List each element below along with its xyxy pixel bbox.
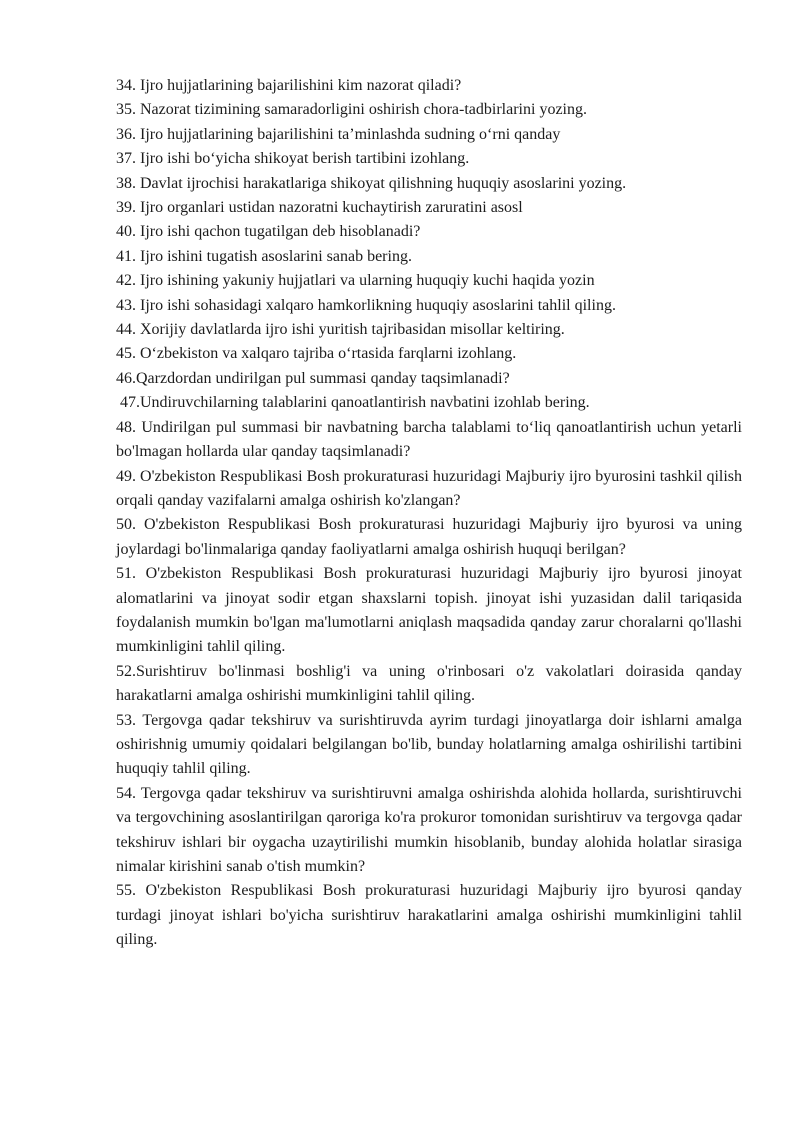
question-42: 42. Ijro ishining yakuniy hujjatlari va ularning huquqiy kuchi haqida yozin — [116, 272, 595, 290]
question-55: 55. O'zbekiston Respublikasi Bosh prokuraturasi huzuridagi Majburiy ijro byurosi qanday turdagi jinoyat ishlari bo'yicha surishtiruv harakatlarini amalga oshirishi mumkinligini tahlil qiling. — [116, 882, 742, 949]
question-36: 36. Ijro hujjatlarining bajarilishini taʼminlashda sudning oʻrni qanday — [116, 125, 561, 143]
question-38: 38. Davlat ijrochisi harakatlariga shikoyat qilishning huquqiy asoslarini yozing. — [116, 174, 627, 192]
question-47: 47.Undiruvchilarning talablarini qanoatlantirish navbatini izohlab bering. — [120, 394, 590, 412]
question-35: 35. Nazorat tizimining samaradorligini oshirish chora-tadbirlarini yozing. — [116, 101, 587, 119]
question-44: 44. Xorijiy davlatlarda ijro ishi yuritish tajribasidan misollar keltiring. — [116, 321, 565, 339]
question-54: 54. Tergovga qadar tekshiruv va surishtiruvni amalga oshirishda alohida hollarda, surishtiruvchi va tergovchining asoslantirilgan qaroriga ko'ra prokuror tomonidan surishtiruv va tergovga qadar tekshiruv ishlari bir oygacha uzaytirilishi mumkin hisoblanib, bunday alohida holatlar sirasiga nimalar kirishini sanab o'tish mumkin? — [116, 784, 742, 875]
question-52: 52.Surishtiruv bo'linmasi boshlig'i va uning o'rinbosari o'z vakolatlari doirasida qanday harakatlarni amalga oshirishi mumkinligini tahlil qiling. — [116, 662, 742, 705]
document-page — [116, 74, 758, 953]
question-48: 48. Undirilgan pul summasi bir navbatning barcha talablami toʻliq qanoatlantirish uchun yetarli bo'lmagan hollarda ular qanday taqsimlanadi? — [116, 418, 758, 461]
question-46: 46.Qarzdordan undirilgan pul summasi qanday taqsimlanadi? — [116, 369, 510, 387]
question-40: 40. Ijro ishi qachon tugatilgan deb hisoblanadi? — [116, 223, 421, 241]
question-43: 43. Ijro ishi sohasidagi xalqaro hamkorlikning huquqiy asoslarini tahlil qiling. — [116, 296, 616, 314]
question-41: 41. Ijro ishini tugatish asoslarini sanab bering. — [116, 247, 412, 265]
question-53: 53. Tergovga qadar tekshiruv va surishtiruvda ayrim turdagi jinoyatlarga doir ishlarni amalga oshirishnig umumiy qoidalari belgilangan bo'lib, bunday holatlarning amalga oshirilishi tartibini huquqiy tahlil qiling. — [116, 711, 742, 778]
question-37: 37. Ijro ishi boʻyicha shikoyat berish tartibini izohlang. — [116, 150, 470, 168]
question-50: 50. O'zbekiston Respublikasi Bosh prokuraturasi huzuridagi Majburiy ijro byurosi va uning joylardagi bo'linmalariga qanday faoliyatlarni amalga oshirish huquqi berilgan? — [116, 516, 742, 558]
question-49: 49. O'zbekiston Respublikasi Bosh prokuraturasi huzuridagi Majburiy ijro byurosini tashkil qilish orqali qanday vazifalarni amalga oshirish ko'zlangan? — [116, 467, 742, 509]
question-51: 51. O'zbekiston Respublikasi Bosh prokuraturasi huzuridagi Majburiy ijro byurosi jinoyat alomatlarini va jinoyat sodir etgan shaxslarni topish. jinoyat ishi yuzasidan dalil tariqasida foydalanish mumkin bo'lgan ma'lumotlarni aniqlash maqsadida qanday zarur choralarni qo'llashi mumkinligini tahlil qiling. — [116, 565, 742, 656]
question-34: 34. Ijro hujjatlarining bajarilishini kim nazorat qiladi? — [116, 77, 462, 94]
question-45: 45. Oʻzbekiston va xalqaro tajriba oʻrtasida farqlarni izohlang. — [116, 345, 517, 363]
question-39: 39. Ijro organlari ustidan nazoratni kuchaytirish zaruratini asosl — [116, 199, 523, 217]
